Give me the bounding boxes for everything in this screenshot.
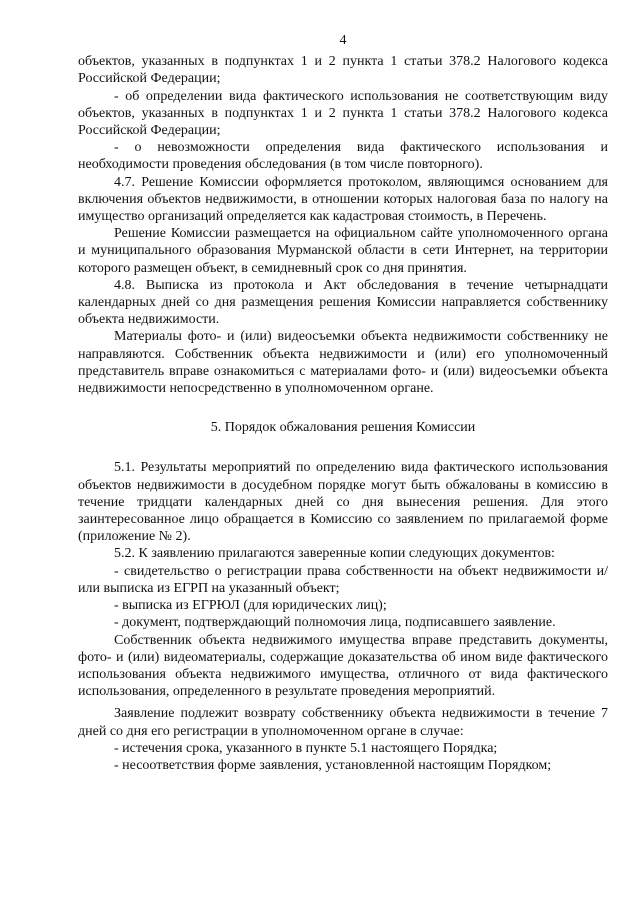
paragraph: 4.7. Решение Комиссии оформляется протоколом, являющимся основанием для включения объектов недвижимости, в отношении которых налоговая база по налогу на имущество организаций определяется как кадастровая стоимость, в Перечень. <box>78 174 608 225</box>
paragraph: - выписка из ЕГРЮЛ (для юридических лиц); <box>114 598 387 614</box>
paragraph: - документ, подтверждающий полномочия лица, подписавшего заявление. <box>114 615 556 631</box>
paragraph: объектов, указанных в подпунктах 1 и 2 пункта 1 статьи 378.2 Налогового кодекса Российской Федерации; <box>78 54 608 87</box>
page-number: 4 <box>339 33 347 48</box>
text-block-before <box>78 53 608 397</box>
paragraph: - истечения срока, указанного в пункте 5.1 настоящего Порядка; <box>114 740 498 756</box>
paragraph: - свидетельство о регистрации права собственности на объект недвижимости и/или выписка из ЕГРП на указанный объект; <box>78 563 608 596</box>
paragraph: Собственник объекта недвижимого имущества вправе представить документы, фото- и (или) видеоматериалы, содержащие доказательства об ином виде фактического использования объекта недвижимого имущества, отличного от вида фактического использования, определенного в результате проведения мероприятий. <box>78 632 608 700</box>
text-block-after <box>78 459 608 774</box>
paragraph: - об определении вида фактического использования не соответствующим виду объектов, указанных в подпунктах 1 и 2 пункта 1 статьи 378.2 Налогового кодекса Российской Федерации; <box>78 88 608 139</box>
paragraph: Материалы фото- и (или) видеосъемки объекта недвижимости собственнику не направляются. Собственник объекта недвижимости и (или) его уполномоченный представитель вправе ознакомиться с материалами фото- и (или) видеосъемки объекта недвижимости непосредственно в уполномоченном органе. <box>78 329 608 397</box>
section-heading: 5. Порядок обжалования решения Комиссии <box>210 420 476 436</box>
paragraph: 5.1. Результаты мероприятий по определению вида фактического использования объектов недвижимости в досудебном порядке могут быть обжалованы в комиссию в течение тридцати календарных дней со дня вынесения решения. Для этого заинтересованное лицо обращается в Комиссию со заявлением по прилагаемой форме (приложение № 2). <box>78 460 608 545</box>
paragraph: Решение Комиссии размещается на официальном сайте уполномоченного органа и муниципального образования Мурманской области в сети Интернет, на территории которого размещен объект, в семидневный срок со дня принятия. <box>78 226 608 276</box>
paragraph: 4.8. Выписка из протокола и Акт обследования в течение четырнадцати календарных дней со дня размещения решения Комиссии направляется собственнику объекта недвижимости. <box>78 277 608 328</box>
paragraph: 5.2. К заявлению прилагаются заверенные копии следующих документов: <box>114 546 555 562</box>
paragraph: - несоответствия форме заявления, установленной настоящим Порядком; <box>114 757 552 773</box>
paragraph: - о невозможности определения вида фактического использования и необходимости проведения обследования (в том числе повторного). <box>78 140 608 173</box>
document-page <box>78 32 608 774</box>
paragraph: Заявление подлежит возврату собственнику объекта недвижимости в течение 7 дней со дня его регистрации в уполномоченном органе в случае: <box>78 706 608 739</box>
